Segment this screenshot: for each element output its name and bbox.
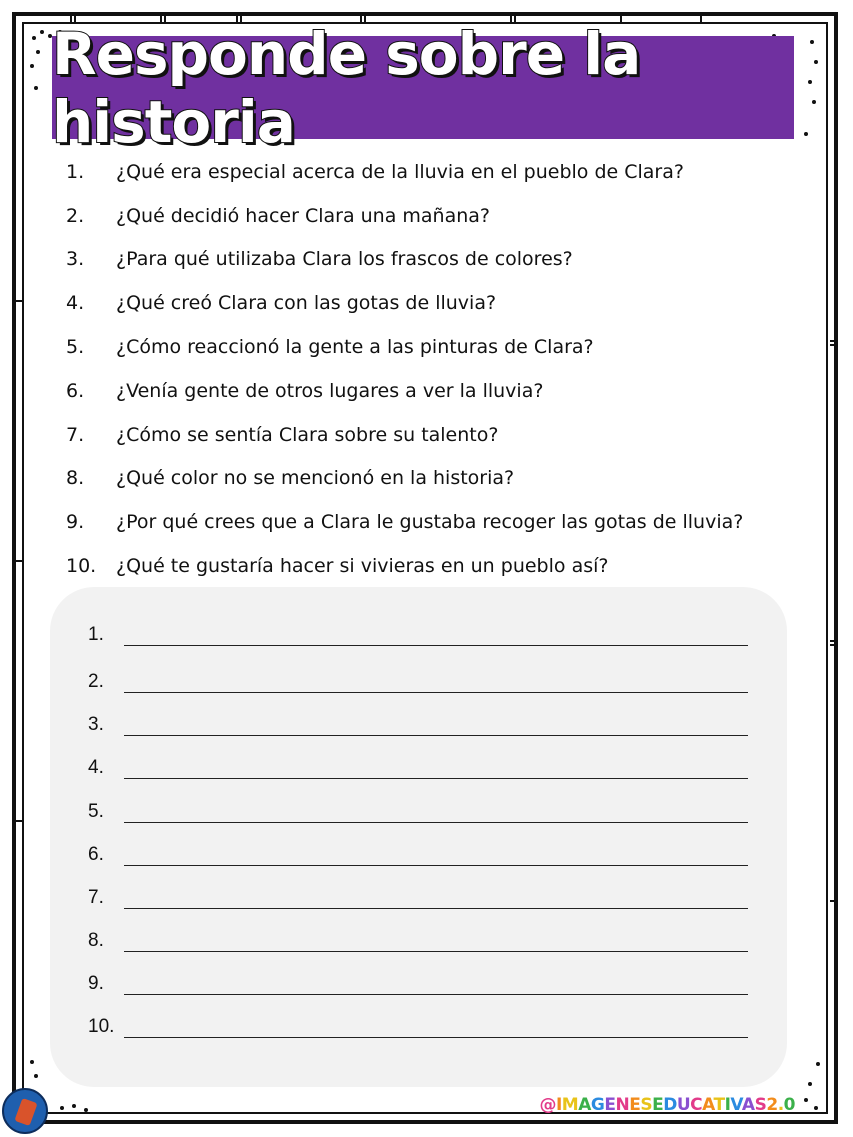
answer-rule[interactable] — [124, 674, 748, 693]
answer-number: 4. — [88, 757, 104, 778]
watermark-char: @ — [539, 1095, 556, 1115]
question-item — [66, 500, 806, 544]
answer-rule[interactable] — [124, 847, 748, 866]
watermark-char: . — [777, 1095, 784, 1115]
question-item — [66, 238, 806, 282]
question-list — [66, 150, 806, 588]
question-text: ¿Cómo se sentía Clara sobre su talento? — [116, 423, 499, 446]
answer-number: 3. — [88, 714, 104, 735]
question-text: ¿Venía gente de otros lugares a ver la lluvia? — [116, 379, 544, 402]
question-item — [66, 325, 806, 369]
page-title: Responde sobre la historia — [52, 19, 641, 156]
question-text: ¿Para qué utilizaba Clara los frascos de colores? — [116, 248, 573, 271]
answer-line[interactable] — [88, 624, 748, 646]
watermark-char: V — [730, 1095, 742, 1115]
question-item — [66, 369, 806, 413]
question-text: ¿Qué era especial acerca de la lluvia en el pueblo de Clara? — [116, 160, 684, 183]
watermark-char: E — [652, 1095, 664, 1115]
watermark-char: C — [690, 1095, 703, 1115]
creator-logo-icon — [2, 1088, 48, 1134]
watermark-char: S — [754, 1095, 767, 1115]
watermark-char: M — [561, 1095, 579, 1115]
watermark-char: E — [604, 1095, 616, 1115]
question-text: ¿Qué decidió hacer Clara una mañana? — [116, 204, 491, 227]
answer-line[interactable] — [88, 887, 748, 909]
watermark-char: N — [615, 1095, 630, 1115]
answer-number: 8. — [88, 930, 104, 951]
question-number: 2. — [66, 204, 85, 227]
question-number: 8. — [66, 467, 85, 490]
answer-number: 2. — [88, 671, 104, 692]
answer-number: 10. — [88, 1016, 115, 1037]
answer-line[interactable] — [88, 930, 748, 952]
answer-line[interactable] — [88, 973, 748, 995]
question-number: 10. — [66, 555, 97, 578]
answer-rule[interactable] — [124, 804, 748, 823]
question-text: ¿Qué te gustaría hacer si vivieras en un pueblo así? — [116, 555, 609, 578]
watermark-char: 2 — [766, 1095, 778, 1115]
watermark-char: A — [741, 1095, 755, 1115]
answer-number: 5. — [88, 801, 104, 822]
watermark-char: 0 — [783, 1095, 795, 1115]
question-text: ¿Cómo reaccionó la gente a las pinturas de Clara? — [116, 336, 594, 359]
question-text: ¿Qué color no se mencionó en la historia? — [116, 467, 515, 490]
question-number: 9. — [66, 511, 85, 534]
answer-number: 1. — [88, 624, 104, 645]
question-item — [66, 544, 806, 588]
watermark-char: I — [555, 1095, 562, 1115]
question-number: 7. — [66, 423, 85, 446]
answer-number: 7. — [88, 887, 104, 908]
title-banner — [52, 19, 794, 156]
answer-line[interactable] — [88, 757, 748, 779]
answer-line[interactable] — [88, 801, 748, 823]
watermark-char: D — [663, 1095, 677, 1115]
question-number: 1. — [66, 160, 85, 183]
answer-line[interactable] — [88, 1016, 748, 1038]
watermark-char: S — [640, 1095, 653, 1115]
answer-rule[interactable] — [124, 933, 748, 952]
question-number: 3. — [66, 248, 85, 271]
answer-line[interactable] — [88, 844, 748, 866]
question-item — [66, 457, 806, 501]
question-text: ¿Qué creó Clara con las gotas de lluvia? — [116, 292, 497, 315]
question-number: 4. — [66, 292, 85, 315]
answer-area — [50, 587, 787, 1087]
watermark-char: U — [676, 1095, 691, 1115]
watermark-char: I — [724, 1095, 731, 1115]
answer-line[interactable] — [88, 714, 748, 736]
question-number: 6. — [66, 379, 85, 402]
watermark — [539, 1095, 795, 1115]
question-item — [66, 281, 806, 325]
watermark-char: A — [702, 1095, 714, 1115]
answer-number: 9. — [88, 973, 104, 994]
watermark-char: E — [629, 1095, 641, 1115]
answer-rule[interactable] — [124, 760, 748, 779]
question-item — [66, 413, 806, 457]
answer-rule[interactable] — [124, 717, 748, 736]
question-number: 5. — [66, 336, 85, 359]
watermark-char: T — [713, 1095, 725, 1115]
answer-rule[interactable] — [124, 1019, 748, 1038]
answer-rule[interactable] — [124, 890, 748, 909]
answer-line[interactable] — [88, 671, 748, 693]
question-text: ¿Por qué crees que a Clara le gustaba recoger las gotas de lluvia? — [116, 511, 744, 534]
question-item — [66, 150, 806, 194]
question-item — [66, 194, 806, 238]
answer-number: 6. — [88, 844, 104, 865]
watermark-char: A — [578, 1095, 591, 1115]
watermark-char: G — [590, 1095, 605, 1115]
answer-rule[interactable] — [124, 976, 748, 995]
answer-rule[interactable] — [124, 627, 748, 646]
